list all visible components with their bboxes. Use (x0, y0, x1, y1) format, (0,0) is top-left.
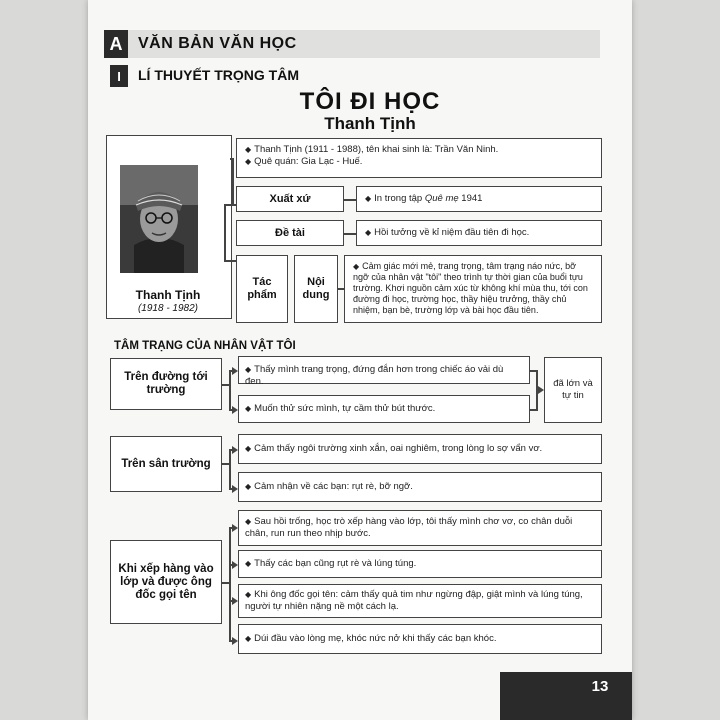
author-photo (120, 165, 198, 273)
tac-pham-label: Tác phẩm (236, 255, 288, 323)
page-number: 13 (591, 678, 609, 695)
section-i-title: LÍ THUYẾT TRỌNG TÂM (138, 67, 299, 83)
bio-item: ◆ Quê quán: Gia Lạc - Huế. (245, 156, 363, 167)
xuat-xu-box: ◆ In trong tập Quê mẹ 1941 (356, 186, 602, 212)
group-item: ◆ Sau hồi trống, học trò xếp hàng vào lớp, tôi thấy mình chơ vơ, co chân duỗi chân, run run theo nhịp bước. (238, 510, 602, 546)
work-author: Thanh Tịnh (324, 114, 416, 133)
mood-heading: TÂM TRẠNG CỦA NHÂN VẬT TÔI (114, 340, 296, 352)
portrait-illustration (120, 165, 198, 273)
connector (344, 199, 356, 201)
group-item: ◆ Khi ông đốc gọi tên: cảm thấy quả tim như ngừng đập, giật mình và lúng túng, người tự nhiên nặng nề một cách lạ. (238, 584, 602, 618)
group-label-school-yard: Trên sân trường (110, 436, 222, 492)
connector (224, 260, 236, 262)
group-item: ◆ Thấy các bạn cũng rụt rè và lúng túng. (238, 550, 602, 578)
work-title: TÔI ĐI HỌC (299, 88, 441, 115)
connector (229, 449, 231, 489)
group-item: ◆ Cảm thấy ngôi trường xinh xắn, oai nghiêm, trong lòng lo sợ vẩn vơ. (238, 434, 602, 464)
connector (229, 370, 231, 410)
result-box: đã lớn và tự tin (544, 357, 602, 423)
connector (344, 233, 356, 235)
connector (224, 204, 226, 260)
author-name: Thanh Tịnh (135, 288, 201, 302)
noi-dung-box: ◆ Cảm giác mới mẻ, trang trọng, tâm trạng náo nức, bỡ ngỡ của nhân vật "tôi" theo trình tự thời gian của buổi tựu trường. Khơi nguồn cảm xúc từ không khí mùa thu, tới con đường đi học, trường học, thầy hiệu trưởng, thầy chủ nhiệm, bạn bè, trường lớp và bài học đầu tiên. (344, 255, 602, 323)
xuat-xu-label: Xuất xứ (236, 186, 344, 212)
connector (226, 204, 236, 206)
group-label-way-to-school: Trên đường tới trường (110, 358, 222, 410)
connector (229, 527, 231, 641)
section-a-badge: A (104, 30, 128, 58)
bio-item: ◆ Thanh Tịnh (1911 - 1988), tên khai sinh là: Trần Văn Ninh. (245, 144, 499, 155)
section-a-title: VĂN BẢN VĂN HỌC (138, 35, 297, 52)
group-label-lining-up: Khi xếp hàng vào lớp và được ông đốc gọi tên (110, 540, 222, 624)
bio-box (236, 138, 602, 178)
group-item: ◆ Dúi đầu vào lòng mẹ, khóc nức nở khi thấy các bạn khóc. (238, 624, 602, 654)
group-item: ◆ Thấy mình trang trọng, đứng đắn hơn trong chiếc áo vải dù đen. (238, 356, 530, 384)
group-item: ◆ Muốn thử sức mình, tự cầm thử bút thước. (238, 395, 530, 423)
connector (232, 158, 234, 204)
section-i-badge: I (110, 65, 128, 87)
de-tai-box: ◆ Hồi tưởng về kỉ niệm đầu tiên đi học. (356, 220, 602, 246)
author-years: (1918 - 1982) (137, 303, 199, 314)
noi-dung-label: Nội dung (294, 255, 338, 323)
de-tai-label: Đề tài (236, 220, 344, 246)
group-item: ◆ Cảm nhận về các bạn: rụt rè, bỡ ngỡ. (238, 472, 602, 502)
